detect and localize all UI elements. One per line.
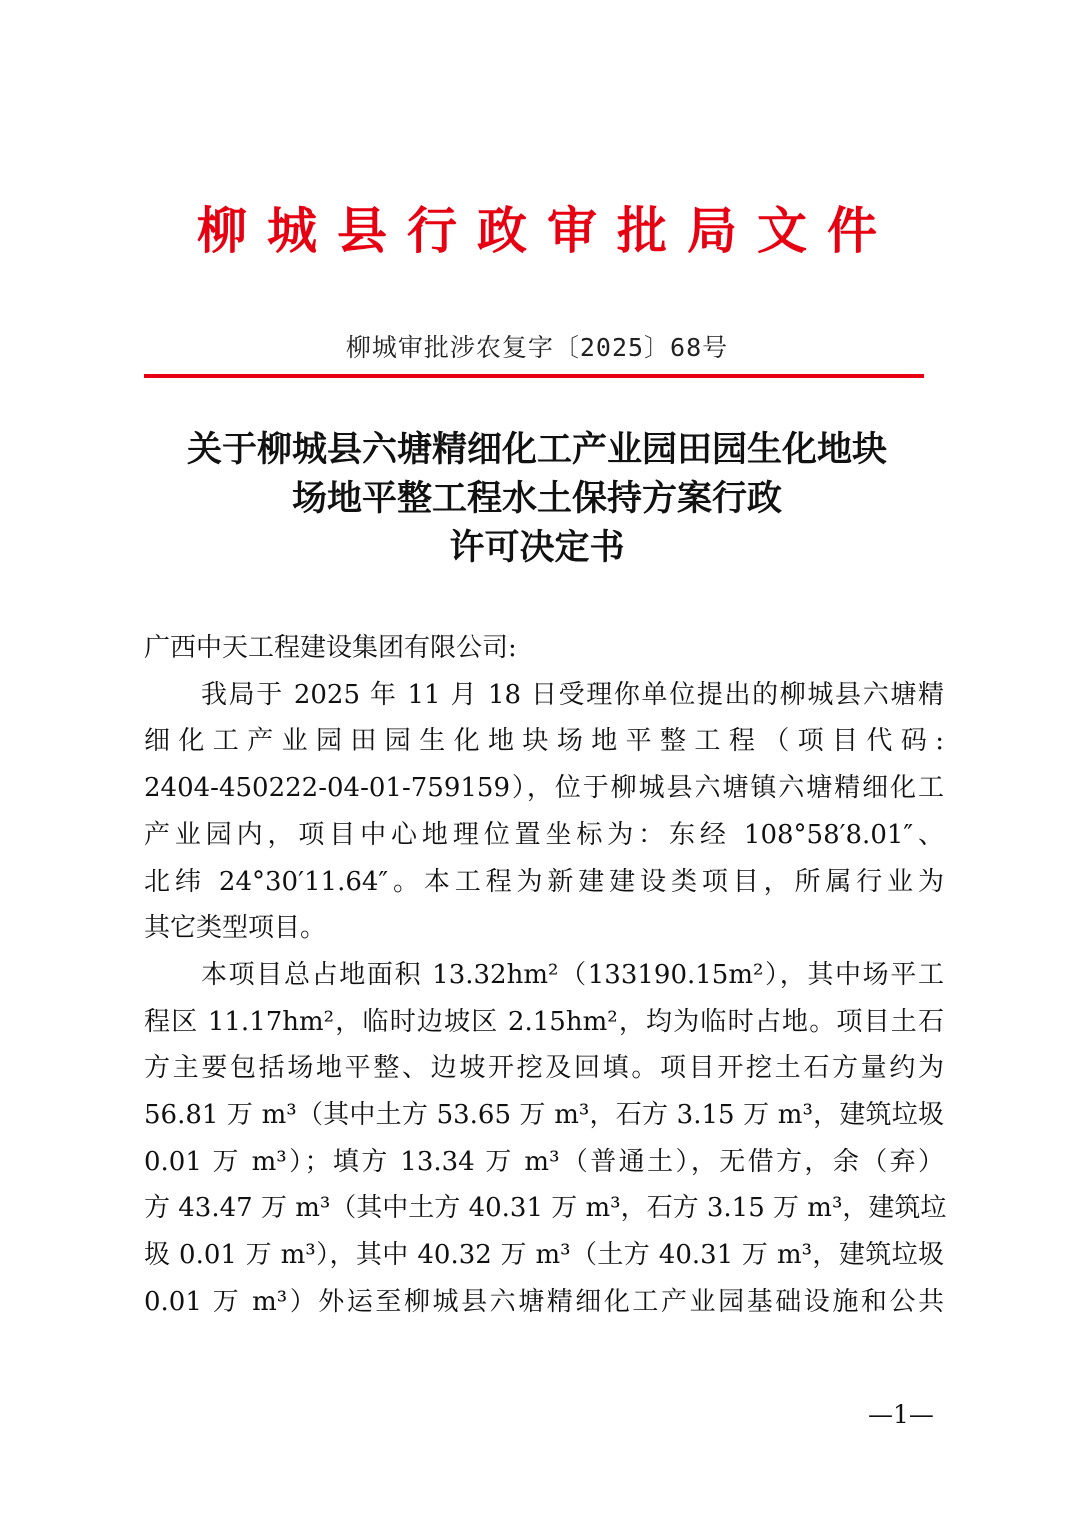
paragraph-line: 0.01 万 m³）；填方 13.34 万 m³（普通土），无借方，余（弃） [144,1146,944,1177]
header-char: 件 [827,201,877,260]
document-body [144,625,947,1326]
paragraph-line: 其它类型项目。 [144,913,327,944]
document-title [130,425,944,572]
header-char: 政 [477,201,527,260]
paragraph-line: 产业园内，项目中心地理位置坐标为：东经 108°58′8.01″、 [144,819,944,850]
title-line: 场地平整工程水土保持方案行政 [291,478,782,519]
document-number: 柳城审批涉农复字〔2025〕68号 [345,333,729,362]
title-line: 许可决定书 [449,527,625,568]
header-char: 柳 [197,201,247,260]
issuing-authority-header [0,196,1074,266]
recipient: 广西中天工程建设集团有限公司: [144,633,517,663]
paragraph-line: 程区 11.17hm²，临时边坡区 2.15hm²，均为临时占地。项目土石 [144,1006,944,1037]
page-number: —1— [868,1400,934,1429]
paragraph-line: 本项目总占地面积 13.32hm²（133190.15m²），其中场平工 [201,959,944,990]
paragraph-line: 方 43.47 万 m³（其中土方 40.31 万 m³，石方 3.15 万 m³，建筑垃 [144,1193,947,1224]
red-separator-line [144,374,924,378]
header-char: 审 [547,201,597,260]
title-line: 关于柳城县六塘精细化工产业园田园生化地块 [186,429,887,470]
header-char: 县 [337,201,387,260]
paragraph-line: 56.81 万 m³（其中土方 53.65 万 m³，石方 3.15 万 m³，建筑垃圾 [144,1100,944,1131]
paragraph-line: 0.01 万 m³）外运至柳城县六塘精细化工产业园基础设施和公共 [144,1286,944,1317]
header-char: 城 [267,201,317,260]
paragraph-line: 我局于 2025 年 11 月 18 日受理你单位提出的柳城县六塘精 [201,679,944,710]
header-char: 行 [407,201,457,260]
paragraph-line: 北纬 24°30′11.64″。本工程为新建建设类项目，所属行业为 [144,866,944,897]
header-char: 批 [617,201,667,260]
paragraph-line: 细化工产业园田园生化地块场地平整工程（项目代码: [144,726,944,757]
paragraph-line: 方主要包括场地平整、边坡开挖及回填。项目开挖土石方量约为 [144,1053,944,1084]
header-char: 局 [687,201,737,260]
header-char: 文 [757,201,807,260]
paragraph-line: 2404-450222-04-01-759159），位于柳城县六塘镇六塘精细化工 [144,773,944,804]
paragraph-line: 圾 0.01 万 m³），其中 40.32 万 m³（土方 40.31 万 m³，建筑垃圾 [144,1240,944,1271]
